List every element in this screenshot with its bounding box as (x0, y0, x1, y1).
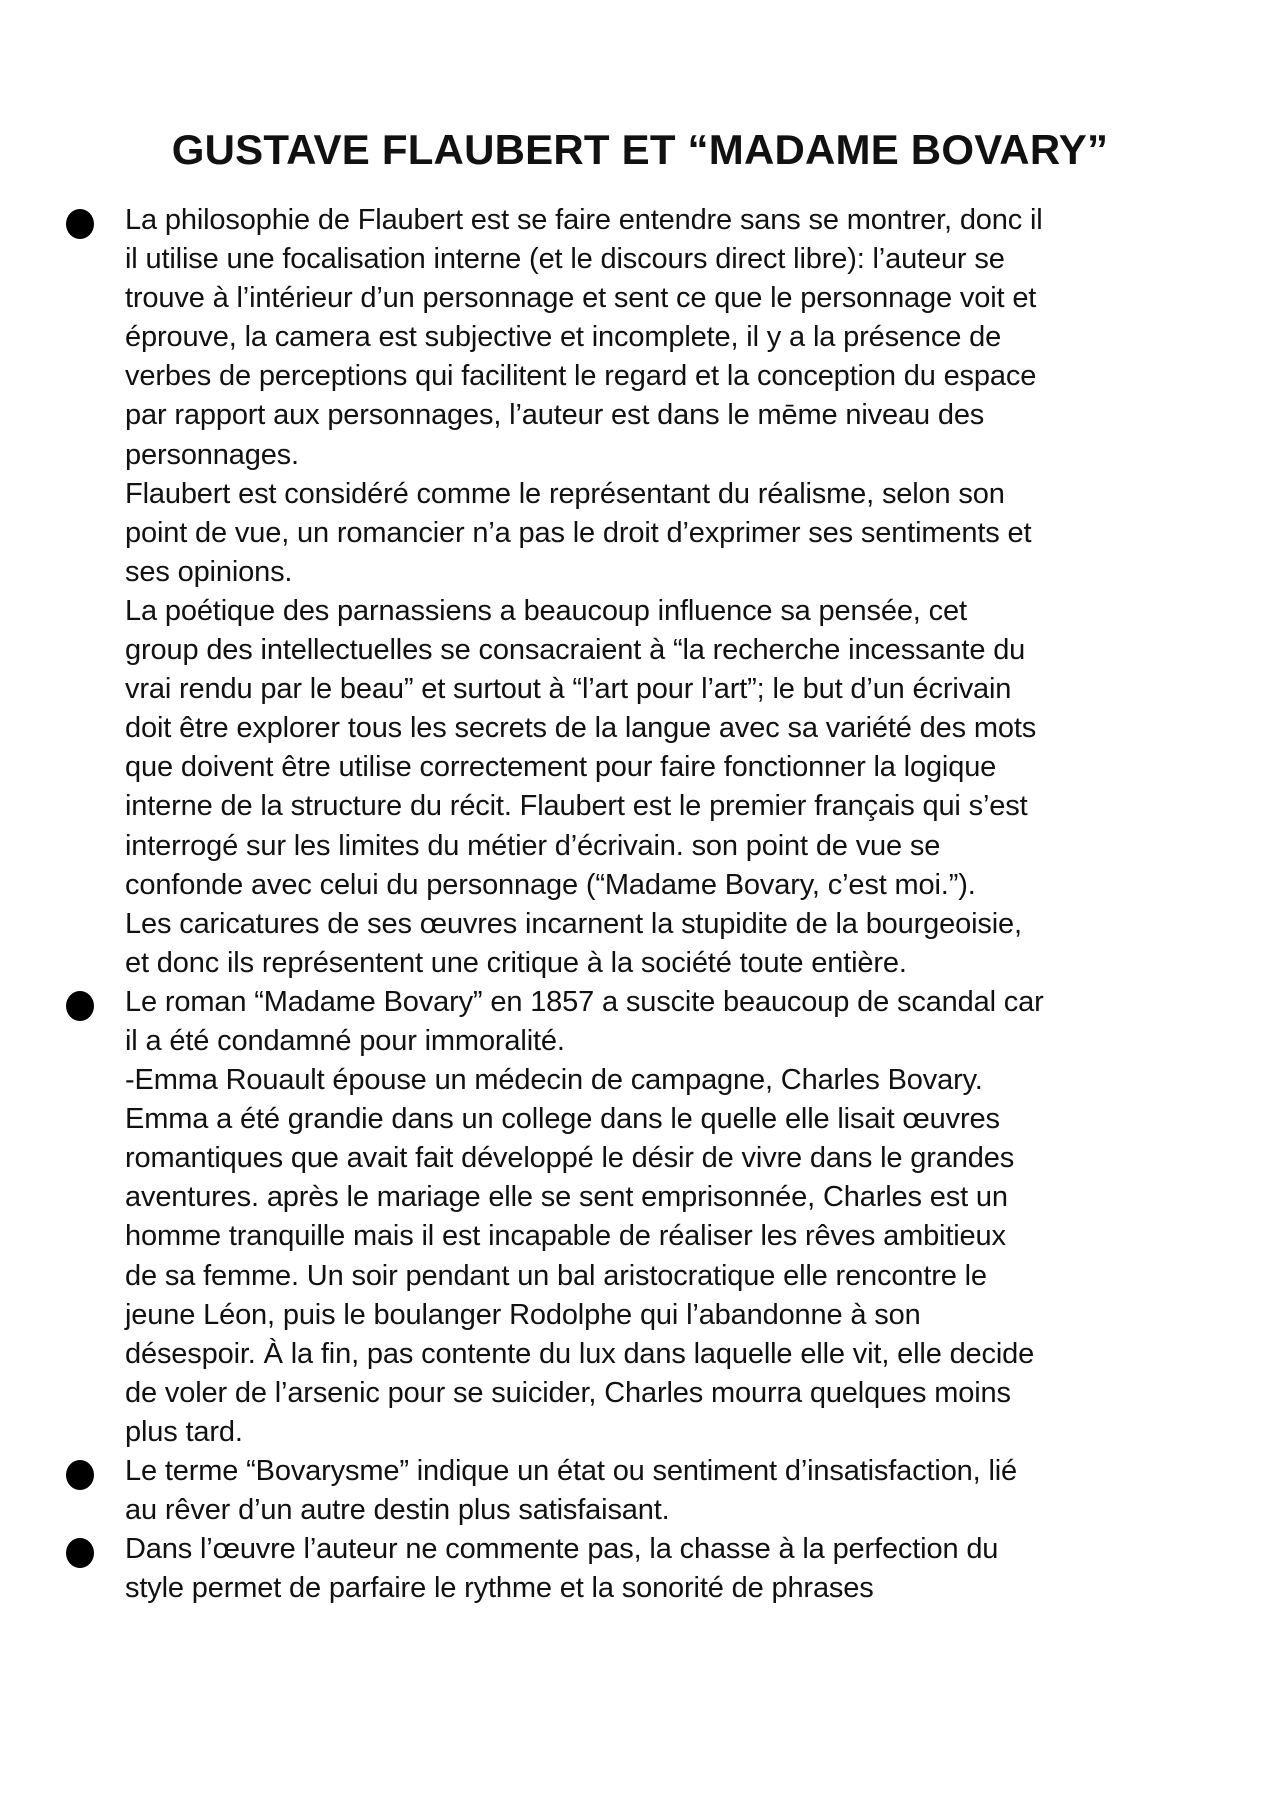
bullet-icon (66, 1460, 94, 1490)
page-title: GUSTAVE FLAUBERT ET “MADAME BOVARY” (171, 126, 1109, 173)
text-line: aventures. après le mariage elle se sent emprisonnée, Charles est un (125, 1181, 1008, 1214)
text-line: confonde avec celui du personnage (“Madame Bovary, c’est moi.”). (125, 868, 976, 901)
text-line: de voler de l’arsenic pour se suicider, Charles mourra quelques moins (125, 1376, 1011, 1409)
text-line: vrai rendu par le beau” et surtout à “l’art pour l’art”; le but d’un écrivain (125, 673, 1012, 706)
text-line: Le terme “Bovarysme” indique un état ou sentiment d’insatisfaction, lié (125, 1452, 1175, 1491)
text-line: point de vue, un romancier n’a pas le droit d’exprimer ses sentiments et (125, 516, 1032, 549)
text-line: homme tranquille mais il est incapable de réaliser les rêves ambitieux (125, 1220, 1006, 1253)
text-line: que doivent être utilise correctement pour faire fonctionner la logique (125, 751, 997, 784)
text-line: La philosophie de Flaubert est se faire entendre sans se montrer, donc il (125, 201, 1175, 240)
text-line: verbes de perceptions qui facilitent le regard et la conception du espace (125, 360, 1037, 393)
bullet-icon (66, 209, 94, 239)
text-line: Le roman “Madame Bovary” en 1857 a suscite beaucoup de scandal car (125, 983, 1175, 1022)
text-line: il utilise une focalisation interne (et le discours direct libre): l’auteur se (125, 243, 1005, 276)
text-line: et donc ils représentent une critique à la société toute entière. (125, 946, 907, 979)
text-line: jeune Léon, puis le boulanger Rodolphe qui l’abandonne à son (125, 1298, 921, 1331)
text-line: par rapport aux personnages, l’auteur est dans le mēme niveau des (125, 399, 985, 432)
text-line: style permet de parfaire le rythme et la sonorité de phrases (125, 1572, 874, 1605)
text-line: Emma a été grandie dans un college dans le quelle elle lisait œuvres (125, 1103, 1000, 1136)
text-line: romantiques que avait fait développé le désir de vivre dans le grandes (125, 1142, 1015, 1175)
text-line: Les caricatures de ses œuvres incarnent la stupidite de la bourgeoisie, (125, 907, 1022, 940)
text-line: -Emma Rouault épouse un médecin de campagne, Charles Bovary. (125, 1064, 983, 1097)
text-line: interrogé sur les limites du métier d’écrivain. son point de vue se (125, 829, 941, 862)
text-line: personnages. (125, 438, 299, 471)
text-line: de sa femme. Un soir pendant un bal aristocratique elle rencontre le (125, 1259, 987, 1292)
text-line: interne de la structure du récit. Flaubert est le premier français qui s’est (125, 790, 1028, 823)
bullet-icon (66, 1538, 94, 1568)
text-line: trouve à l’intérieur d’un personnage et sent ce que le personnage voit et (125, 282, 1037, 315)
text-line: éprouve, la camera est subjective et incomplete, il y a la présence de (125, 321, 1002, 354)
text-line: group des intellectuelles se consacraient à “la recherche incessante du (125, 634, 1026, 667)
text-line: il a été condamné pour immoralité. (125, 1024, 565, 1057)
text-line: Dans l’œuvre l’auteur ne commente pas, la chasse à la perfection du (125, 1530, 1175, 1569)
text-line: plus tard. (125, 1415, 243, 1448)
body-text (125, 201, 1175, 1608)
text-line: ses opinions. (125, 555, 293, 588)
bullet-icon (66, 991, 94, 1021)
text-line: doit être explorer tous les secrets de la langue avec sa variété des mots (125, 712, 1037, 745)
text-line: La poétique des parnassiens a beaucoup influence sa pensée, cet (125, 594, 967, 627)
text-line: au rêver d’un autre destin plus satisfaisant. (125, 1494, 670, 1527)
text-line: Flaubert est considéré comme le représentant du réalisme, selon son (125, 477, 1005, 510)
text-line: désespoir. À la fin, pas contente du lux dans laquelle elle vit, elle decide (125, 1337, 1035, 1370)
